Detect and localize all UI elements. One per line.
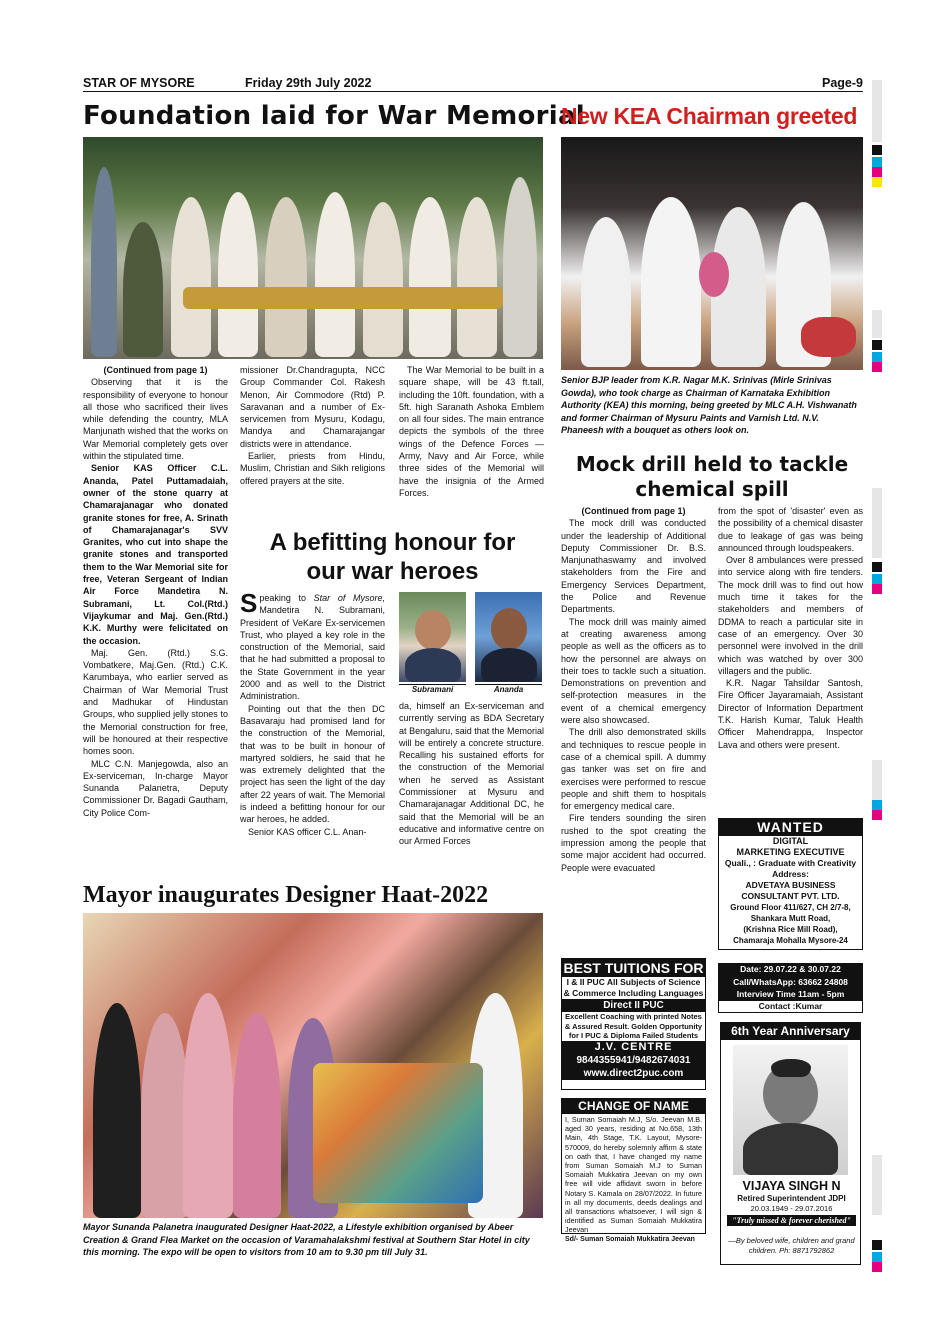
designer-haat-photo <box>83 913 543 1218</box>
wanted-ad-details: Date: 29.07.22 & 30.07.22 Call/WhatsApp: 63662 24808 Interview Time 11am - 5pm Contact :Kumar <box>718 963 863 1013</box>
anniversary-title: 6th Year Anniversary <box>721 1023 860 1040</box>
registration-mark-black <box>872 562 882 572</box>
registration-mark-magenta <box>872 167 882 177</box>
registration-bar <box>872 1155 882 1215</box>
ananda-photo <box>475 592 542 682</box>
issue-date: Friday 29th July 2022 <box>245 76 372 90</box>
honour-headline: A befitting honour for our war heroes <box>269 529 516 585</box>
ananda-caption: Ananda <box>475 684 542 696</box>
registration-mark-magenta <box>872 584 882 594</box>
registration-bar <box>872 80 882 142</box>
mayor-caption: Mayor Sunanda Palanetra inaugurated Designer Haat-2022, a Lifestyle exhibition organised by Abeer Creation & Grand Flea Market on the occasion of Varamahalakshmi festival at Southern Star Hotel in city this morning. The expo will be open to visitors from 10 am to 9.30 pm till July 31. <box>83 1222 530 1257</box>
registration-mark-cyan <box>872 574 882 584</box>
mock-drill-headline: Mock drill held to tackle chemical spill <box>575 452 849 501</box>
deceased-dates: 20.03.1949 - 29.07.2016 <box>750 1204 833 1213</box>
registration-mark-magenta <box>872 362 882 372</box>
drop-cap: S <box>240 588 258 618</box>
publication-name: STAR OF MYSORE <box>83 76 195 90</box>
registration-mark-black <box>872 340 882 350</box>
portrait-photo <box>733 1045 848 1175</box>
registration-mark-black <box>872 145 882 155</box>
registration-mark-cyan <box>872 352 882 362</box>
registration-mark-black <box>872 1240 882 1250</box>
war-memorial-col3: The War Memorial to be built in a square shape, will be 43 ft.tall, including the 10ft. foundation, with a 5ft. high Saranath Ashoka Emblem on all four sides. The main entrance depicts the symbols of the three wings of the Defence Forces — Army, Navy and Air Force, while three sides of the Memorial will have the insignia of the Armed Forces. <box>399 365 544 498</box>
kea-photo <box>561 137 863 370</box>
anniversary-family: —By beloved wife, children and grand children. Ph: 8871792862 <box>728 1236 855 1255</box>
subramani-caption: Subramani <box>399 684 466 696</box>
anniversary-ad <box>720 1022 861 1265</box>
honour-col2: da, himself an Ex-serviceman and currently serving as BDA Secretary at Bengaluru, said that the Memorial will be entirely a concrete structure. Recalling his sustained efforts for the construction of the Memorial when he served as Assistant Commissioner at Mysuru and Chamarajanagar Additional DC, he said that the Memorial will be an educative and informative centre on our Armed Forces <box>399 701 544 847</box>
page-header <box>83 74 863 92</box>
change-of-name-title: CHANGE OF NAME <box>562 1099 705 1114</box>
wanted-ad-title: WANTED <box>719 819 862 836</box>
anniversary-quote: "Truly missed & forever cherished" <box>727 1215 856 1226</box>
registration-mark-magenta <box>872 1262 882 1272</box>
war-memorial-col1: (Continued from page 1) Observing that it is the responsibility of everyone to honour all those who sacrificed their lives while defending the country, MLA Manjunath wished that the works on War Memorial completely gets over within the stipulated time. Senior KAS Officer C.L. Ananda, Patel Puttamadaiah, owner of the stone quarry at Chamarajanagar who donated granite stones for free, A. Srinath of Chamarajanagar's SVV Granites, who cut into shape the granite stones and transported them to the War Memorial site for free, Veteran Sergeant of Indian Air Force Mandetira N. Subramani, Lt. Col.(Rtd.) Vijaykumar and Maj. Gen.(Rtd.) K.K. Murthy were felicitated on the occasion. Maj. Gen. (Rtd.) S.G. Vombatkere, Maj.Gen. (Rtd.) C.K. Karumbaya, who earlier served as Chairman of War Memorial Trust and Madhukar of Hindustan Groups, who supplied jelly stones to the Memorial construction for free, will be honoured at their respective homes soon. MLC C.N. Manjegowda, also an Ex-serviceman, In-charge Mayor Sunanda Palanetra, Deputy Commissioner Dr. Bagadi Gautham, City Police Com- <box>83 365 228 818</box>
subramani-photo <box>399 592 466 682</box>
honour-col1: Speaking to Star of Mysore, Mandetira N. Subramani, President of VeKare Ex-servicemen Trust, who played a key role in the construction of the Memorial, said that he had submitted a proposal to the State Government in the year 2000 and as well to the District Administration. Pointing out that the then DC Basavaraju had promised land for the construction of the Memorial, that was to be built in honour of martyred soldiers, he said that he was extremely delighted that the project has seen the light of the day after 22 years of wait. The Memorial is indeed a befitting honour for our war heroes, he added. Senior KAS officer C.L. Anan- <box>240 588 385 837</box>
deceased-role: Retired Superintendent JDPI <box>737 1194 846 1203</box>
war-memorial-headline: Foundation laid for War Memorial <box>83 101 586 131</box>
kea-caption: Senior BJP leader from K.R. Nagar M.K. Srinivas (Mirle Srinivas Gowda), who took charge as Chairman of Karnataka Exhibition Authority (KEA) this morning, being greeted by MLC A.H. Vishwanath and former Chairman of Mysuru Paints and Varnish Ltd. N.V. Phaneesh with a bouquet as others look on. <box>561 375 857 435</box>
kea-headline: New KEA Chairman greeted <box>561 103 858 129</box>
registration-mark-cyan <box>872 800 882 810</box>
change-of-name-notice: CHANGE OF NAME I, Suman Somaiah M.J, S/o. Jeevan M.B. aged 30 years, residing at No.658, 13th Main, 4th Stage, T.K. Layout, Mysore-570009, do hereby solemnly affirm & state on oath that, I have changed my name from Suman Somaiah M.J to Suman Somaiah Mukkatira Jeevan on my own free will vide affidavit sworn in before Notary S. Kamala on 28/07/2022. In future in all my documents, deeds dealings and all transactions whatsoever, I will sign & identified as Suman Somaiah Mukkatira Jeevan Sd/- Suman Somaiah Mukkatira Jeevan <box>561 1098 706 1234</box>
wanted-ad: WANTED DIGITAL MARKETING EXECUTIVE Quali., : Graduate with Creativity Address: ADVETAYA BUSINESS CONSULTANT PVT. LTD. Ground Floor 411/627, CH 2/7-8, Shankara Mutt Road, (Krishna Rice Mill Road), Chamaraja Mohalla Mysore-24 <box>718 818 863 950</box>
registration-bar <box>872 488 882 558</box>
tuition-ad-title: BEST TUITIONS FOR <box>563 960 704 976</box>
registration-mark-cyan <box>872 157 882 167</box>
registration-bar <box>872 310 882 338</box>
tuition-ad: BEST TUITIONS FOR I & II PUC All Subjects of Science & Commerce Including Languages Direct II PUC Excellent Coaching with printed Notes & Assured Result. Golden Opportunity for I PUC & Diploma Failed Students J.V. CENTRE 9844355941/9482674031 www.direct2puc.com <box>561 958 706 1090</box>
registration-mark-cyan <box>872 1252 882 1262</box>
deceased-name: VIJAYA SINGH N <box>742 1179 841 1193</box>
page-number: Page-9 <box>822 76 863 90</box>
registration-mark-yellow <box>872 177 882 187</box>
registration-mark-magenta <box>872 810 882 820</box>
mock-drill-col1: (Continued from page 1) The mock drill was conducted under the leadership of Additional Deputy Commissioner Dr. B.S. Manjunathaswamy and involved stakeholders from the Fire and Emergency Services Department, the Police and Revenue Departments. The mock drill was mainly aimed at creating awareness among people as well as the officers as to how the personnel are always on their toes to tackle such a situation. Demonstrations on prevention and self-protection measures in the event of a chemical emergency were also showcased. The drill also demonstrated skills and techniques to rescue people in case of a chemical spill. A dummy gas tanker was set on fire and exercises were performed to rescue people and shift them to hospitals for emergency medical care. Fire tenders sounding the siren rushed to the spot creating the impression among the people that some major accident had occurred. People were evacuated <box>561 506 706 873</box>
war-memorial-col2: missioner Dr.Chandragupta, NCC Group Commander Col. Rakesh Menon, Air Commodore (Rtd) P. Saravanan and a number of Ex-servicemen from Mysuru, Kodagu, Mandya and Chamarajangar districts were in attendance. Earlier, priests from Hindu, Muslim, Christian and Sikh religions offered prayers at the site. <box>240 365 385 486</box>
mayor-headline: Mayor inaugurates Designer Haat-2022 <box>83 882 489 908</box>
mock-drill-col2: from the spot of 'disaster' even as the possibility of a chemical disaster due to leakage of gas was being announced through loudspeakers. Over 8 ambulances were pressed into service along with fire tenders. The mock drill was to find out how much time it takes for the stakeholders and members of DDMA to reach a particular site in case of an emergency. Over 30 personnel were involved in the drill which was watched by over 300 villagers and the public. K.R. Nagar Tahsildar Santosh, Fire Officer Jayaramaiah, Assistant Director of Information Department T.K. Harish Kumar, Taluk Health Officer Mahendrappa, Inspector Lava and others were present. <box>718 506 863 750</box>
war-memorial-photo <box>83 137 543 359</box>
